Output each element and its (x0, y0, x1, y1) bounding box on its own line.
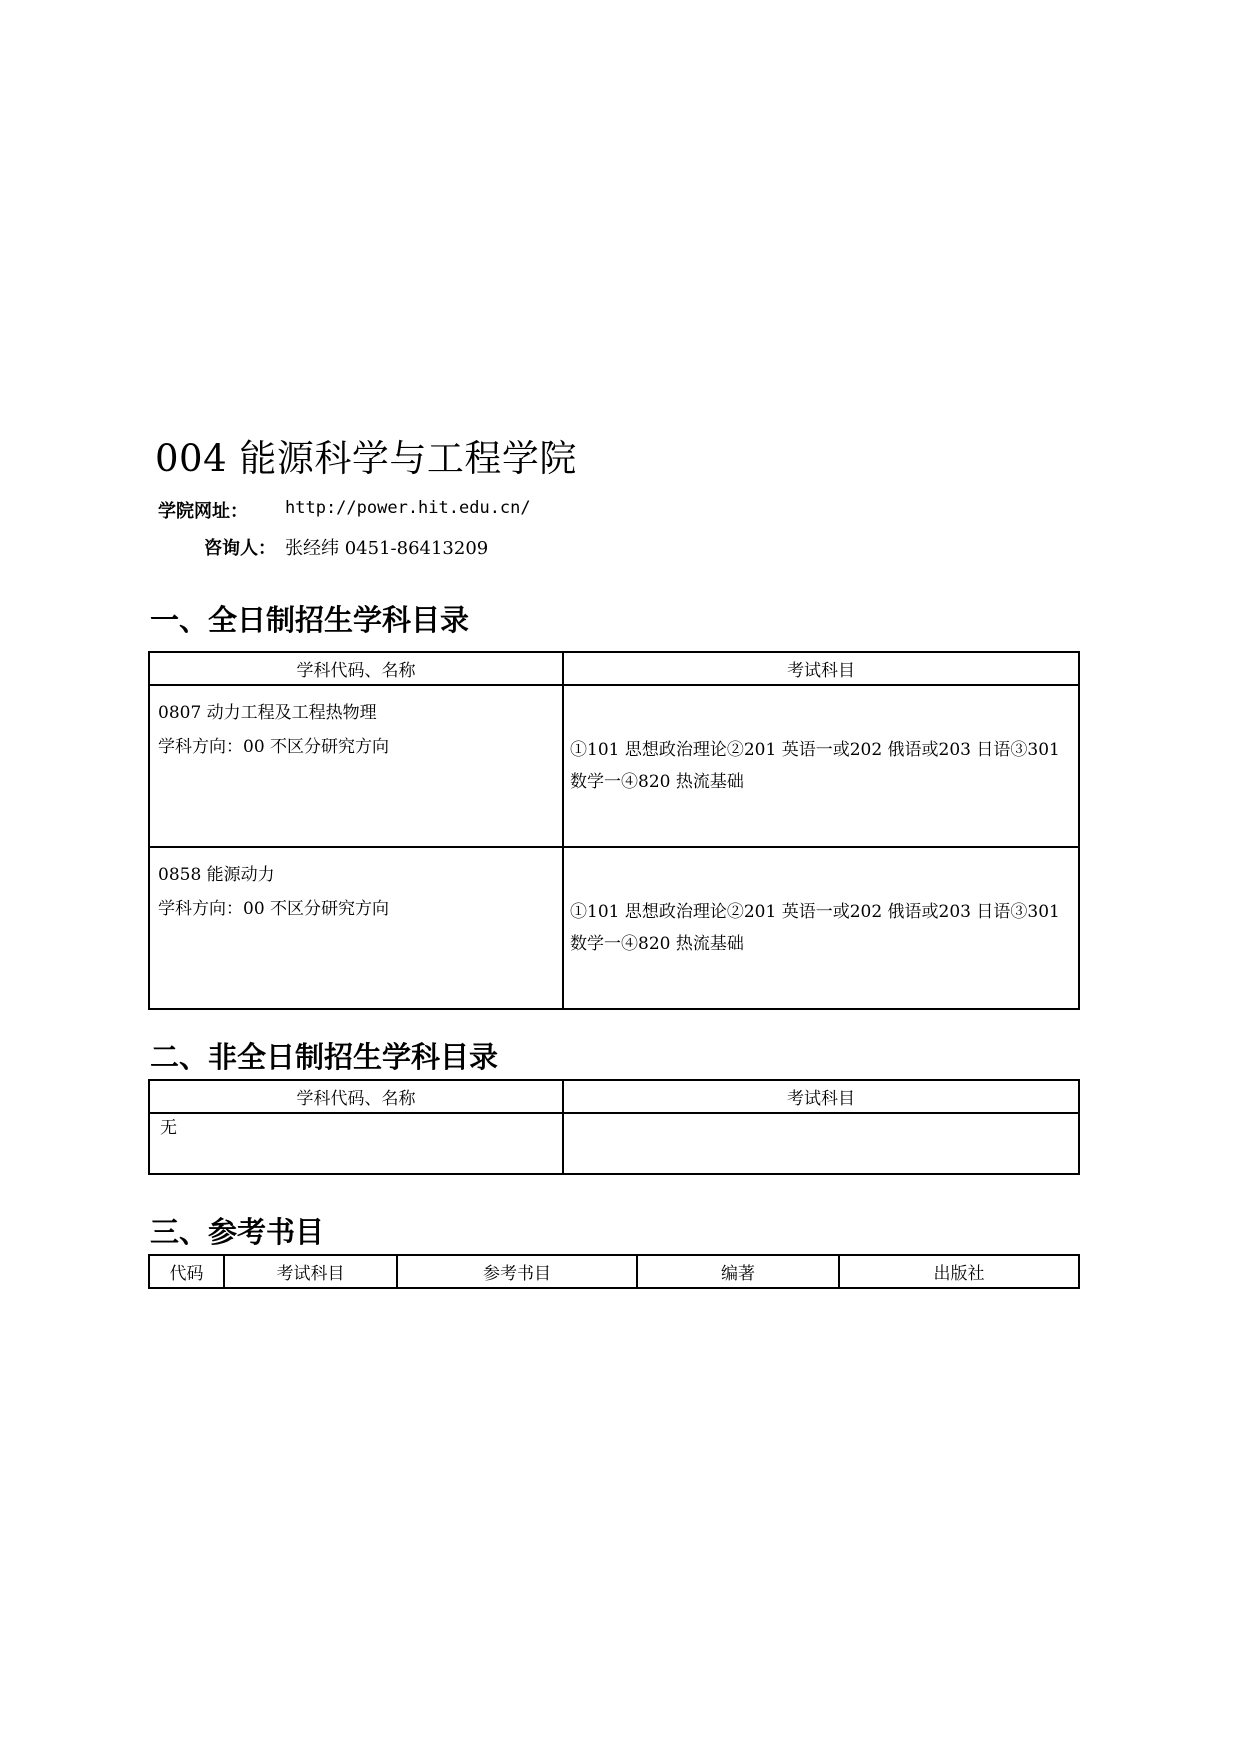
subject-name: 0807 动力工程及工程热物理 (158, 703, 377, 723)
column-header-exam-subject: 考试科目 (224, 1255, 397, 1288)
table-row (149, 847, 1079, 1009)
website-url[interactable]: http://power.hit.edu.cn/ (285, 498, 531, 518)
references-table (148, 1254, 1080, 1289)
section-heading-part-time: 二、非全日制招生学科目录 (150, 1040, 499, 1074)
subject-cell (149, 847, 563, 1009)
subject-direction: 学科方向：00 不区分研究方向 (158, 737, 390, 757)
table-row (149, 1113, 1079, 1174)
exam-cell: ①101 思想政治理论②201 英语一或202 俄语或203 日语③301 数学一④820 热流基础 (563, 847, 1079, 1009)
section-heading-references: 三、参考书目 (150, 1215, 325, 1249)
subject-cell (149, 685, 563, 847)
subject-cell: 无 (149, 1113, 563, 1174)
column-header-reference-books: 参考书目 (397, 1255, 637, 1288)
exam-cell (563, 1113, 1079, 1174)
website-label: 学院网址： (158, 501, 248, 522)
column-header-subject: 学科代码、名称 (149, 652, 563, 685)
column-header-code: 代码 (149, 1255, 224, 1288)
column-header-exam: 考试科目 (563, 1080, 1079, 1113)
column-header-publisher: 出版社 (839, 1255, 1079, 1288)
column-header-subject: 学科代码、名称 (149, 1080, 563, 1113)
subject-direction: 学科方向：00 不区分研究方向 (158, 899, 390, 919)
page-title: 004 能源科学与工程学院 (155, 437, 577, 480)
exam-cell: ①101 思想政治理论②201 英语一或202 俄语或203 日语③301 数学一④820 热流基础 (563, 685, 1079, 847)
full-time-table (148, 651, 1080, 1010)
table-header-row (149, 652, 1079, 685)
column-header-author: 编著 (637, 1255, 839, 1288)
part-time-table (148, 1079, 1080, 1175)
table-header-row (149, 1080, 1079, 1113)
table-header-row (149, 1255, 1079, 1288)
contact-value: 张经纬 0451-86413209 (285, 538, 489, 559)
table-row (149, 685, 1079, 847)
contact-label: 咨询人： (204, 538, 276, 559)
section-heading-full-time: 一、全日制招生学科目录 (150, 603, 470, 637)
subject-name: 0858 能源动力 (158, 865, 275, 885)
column-header-exam: 考试科目 (563, 652, 1079, 685)
